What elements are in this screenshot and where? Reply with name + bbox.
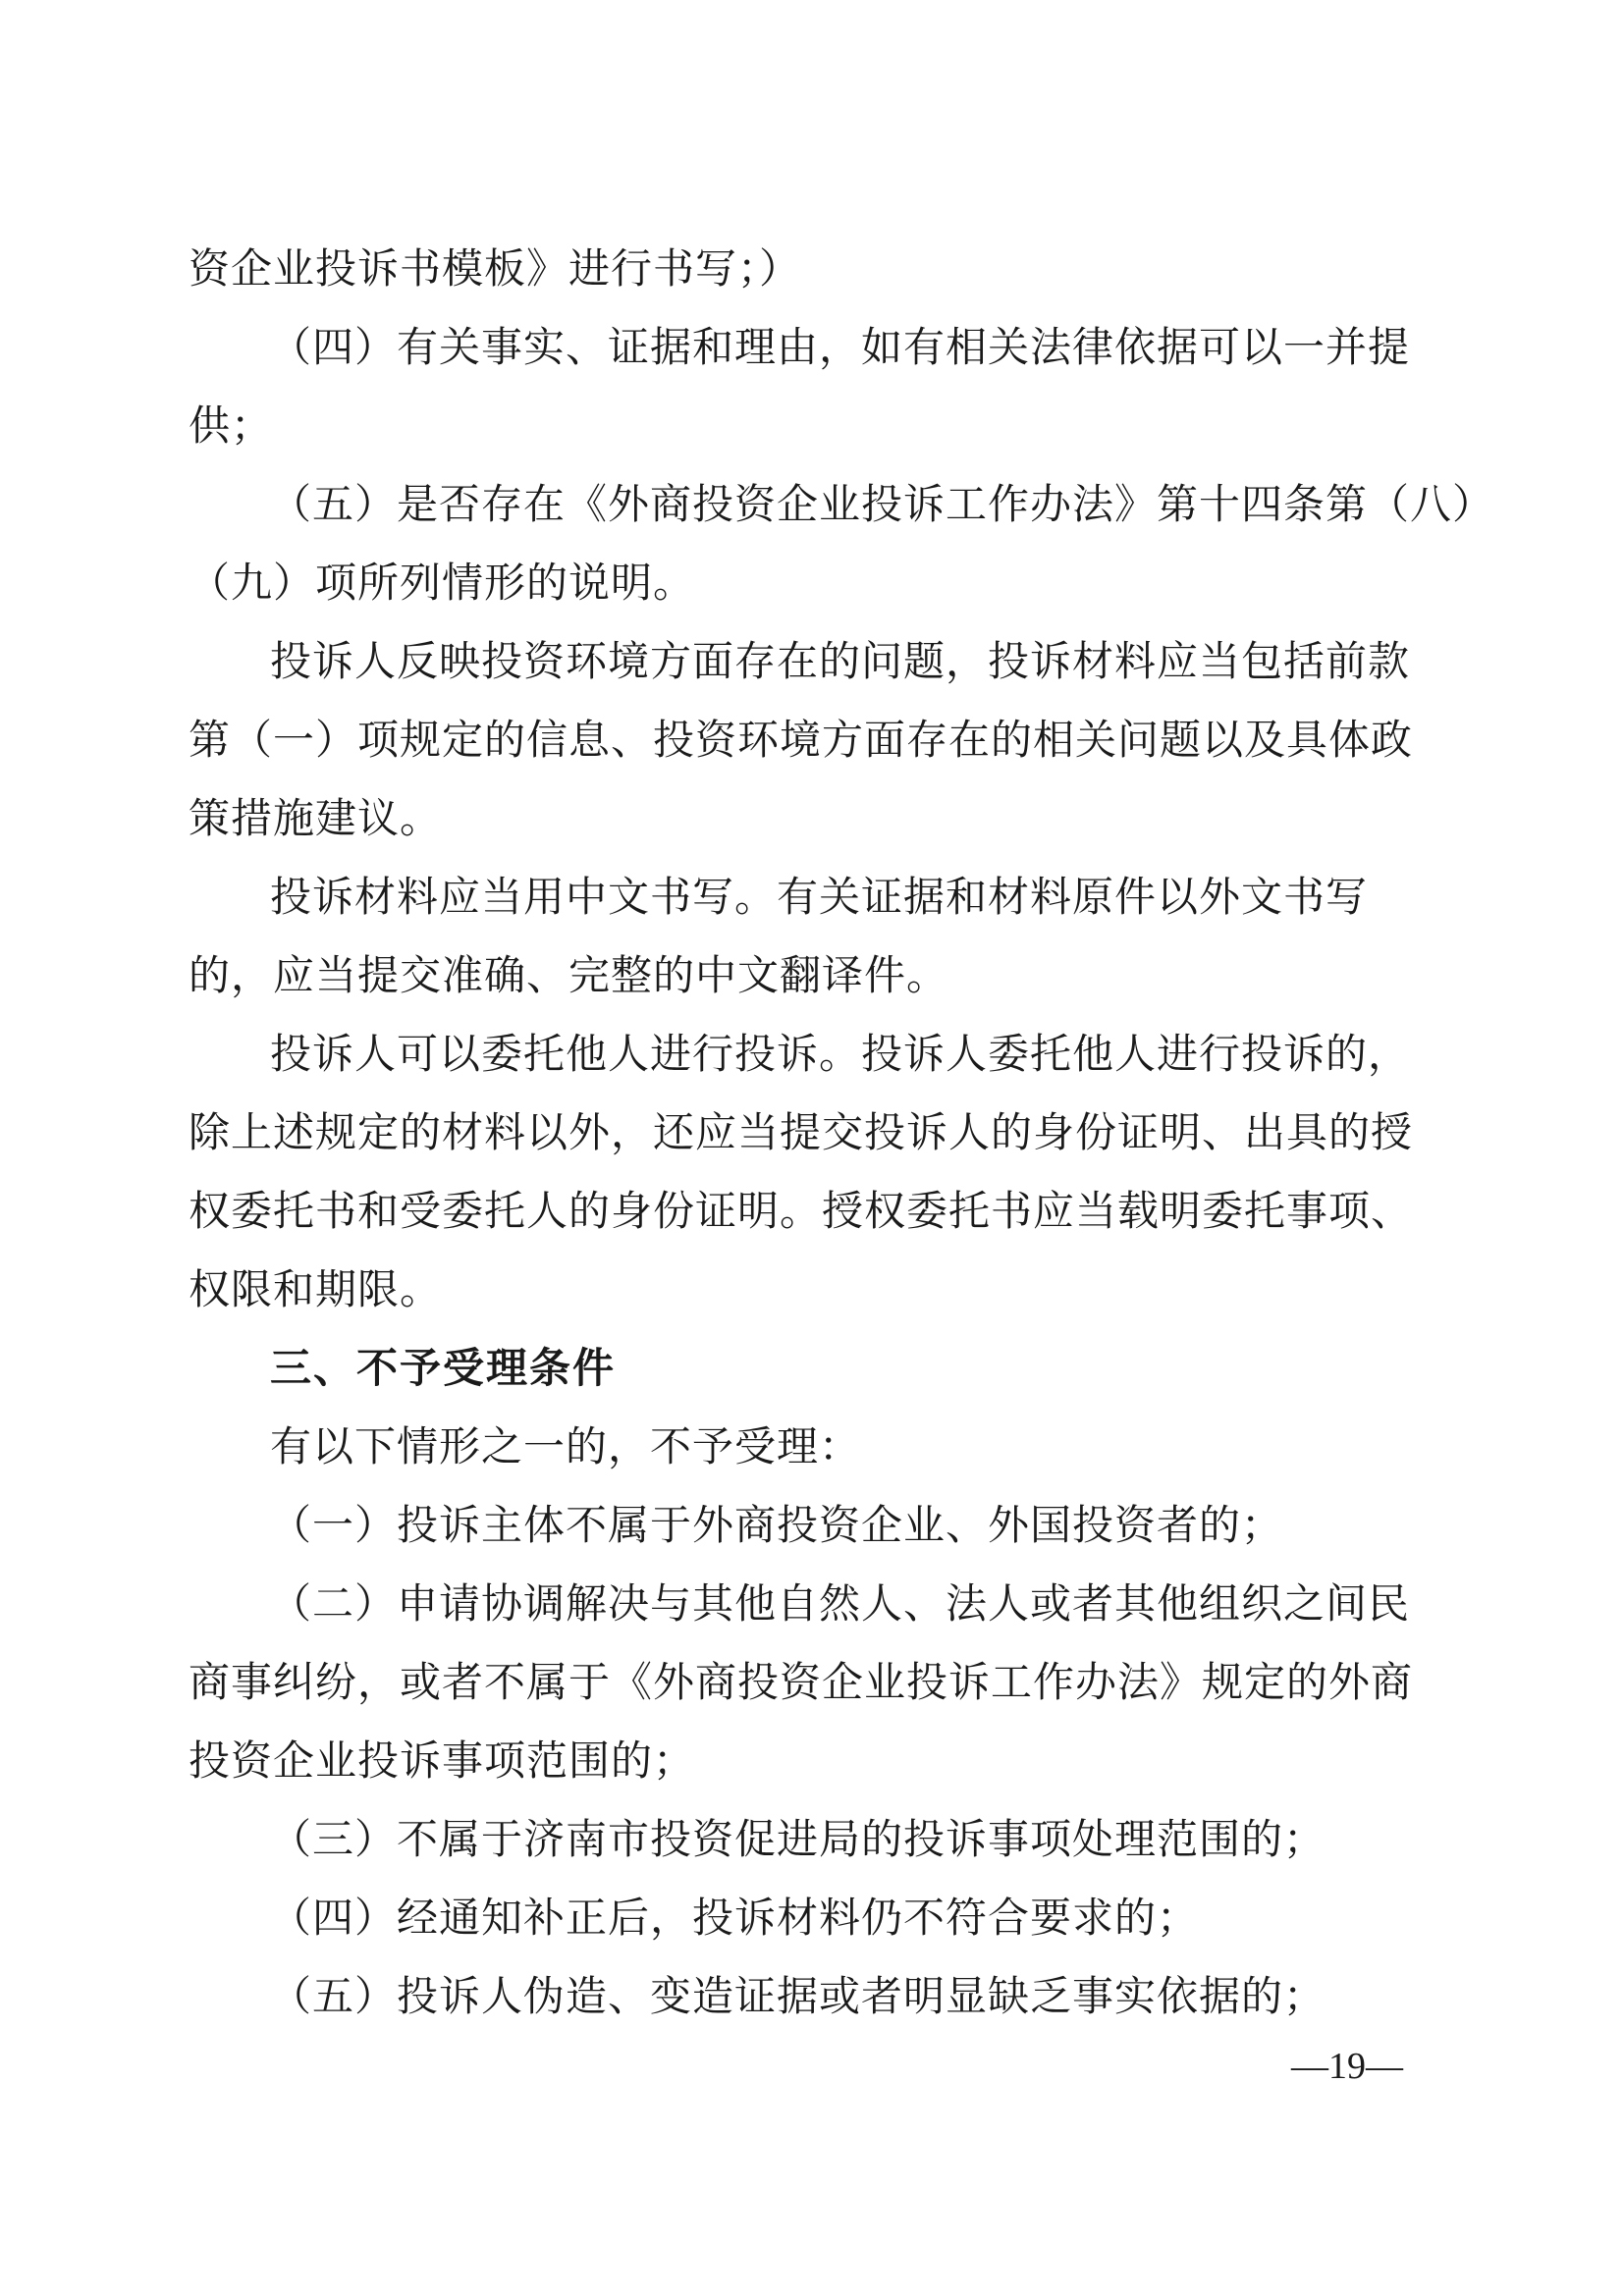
body-line: 投诉人可以委托他人进行投诉。投诉人委托他人进行投诉的， [270,1030,1411,1078]
body-line: （三）不属于济南市投资促进局的投诉事项处理范围的； [270,1815,1326,1863]
body-line: （九）项所列情形的说明。 [189,559,696,607]
body-line: （四）经通知补正后，投诉材料仍不符合要求的； [270,1894,1200,1942]
body-line: （一）投诉主体不属于外商投资企业、外国投资者的； [270,1501,1284,1549]
body-line: 除上述规定的材料以外，还应当提交投诉人的身份证明、出具的授 [189,1108,1414,1156]
body-line: 投诉人反映投资环境方面存在的问题，投诉材料应当包括前款 [270,637,1411,685]
body-line: 策措施建议。 [189,794,443,842]
body-line: （五）是否存在《外商投资企业投诉工作办法》第十四条第（八） [270,480,1495,528]
body-line: （五）投诉人伪造、变造证据或者明显缺乏事实依据的； [270,1972,1326,2020]
page-number: —19— [1291,2046,1403,2087]
body-line: 权委托书和受委托人的身份证明。授权委托书应当载明委托事项、 [189,1187,1414,1235]
body-line: （二）申请协调解决与其他自然人、法人或者其他组织之间民 [270,1579,1411,1628]
body-line: 商事纠纷，或者不属于《外商投资企业投诉工作办法》规定的外商 [189,1658,1414,1706]
body-line: 投资企业投诉事项范围的； [189,1736,696,1785]
body-line: 有以下情形之一的，不予受理： [270,1422,862,1470]
body-line: 资企业投诉书模板》进行书写；） [189,244,802,293]
section-heading: 三、不予受理条件 [270,1344,617,1392]
body-line: （四）有关事实、证据和理由，如有相关法律依据可以一并提 [270,323,1411,371]
body-line: 的，应当提交准确、完整的中文翻译件。 [189,951,949,999]
body-line: 供； [189,401,274,450]
body-line: 投诉材料应当用中文书写。有关证据和材料原件以外文书写 [270,873,1369,921]
body-line: 权限和期限。 [189,1265,443,1313]
body-line: 第（一）项规定的信息、投资环境方面存在的相关问题以及具体政 [189,716,1414,764]
